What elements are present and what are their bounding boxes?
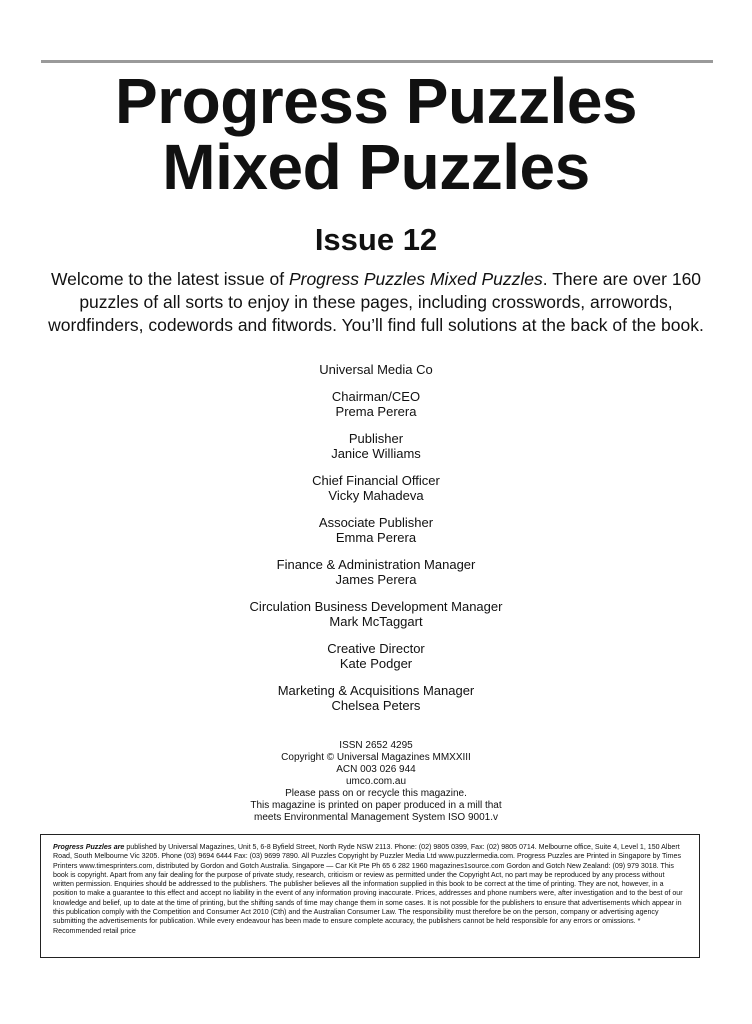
staff-name: Chelsea Peters (331, 698, 421, 713)
magazine-title (0, 65, 752, 203)
fine-print-lead: Progress Puzzles are (53, 843, 125, 851)
staff-role: Chief Financial Officer (312, 472, 440, 488)
staff-entry-marketing-manager (0, 683, 752, 714)
recycle-note: Please pass on or recycle this magazine. (285, 788, 467, 799)
paper-note-line-1: This magazine is printed on paper produced in a mill that (250, 800, 502, 811)
staff-role: Creative Director (327, 640, 425, 656)
title-line-2: Mixed Puzzles (162, 131, 590, 203)
staff-role: Marketing & Acquisitions Manager (277, 682, 475, 698)
issn: ISSN 2652 4295 (339, 740, 413, 751)
intro-after: . There are over 160 puzzles of all sorts to enjoy in these pages, including crosswords, arrowords, wordfinders, codewords and fitwords. You’ll find full solutions at the back of the book. (48, 269, 704, 335)
staff-role: Publisher (348, 430, 404, 446)
website: umco.com.au (345, 776, 407, 787)
staff-entry-finance-manager (0, 557, 752, 588)
staff-name: Mark McTaggart (329, 614, 423, 629)
staff-name: Janice Williams (331, 446, 421, 461)
title-line-1: Progress Puzzles (115, 65, 637, 137)
staff-list (0, 362, 752, 725)
intro-before: Welcome to the latest issue of (50, 269, 289, 289)
staff-entry-associate-publisher (0, 515, 752, 546)
intro-paragraph (36, 268, 716, 337)
acn: ACN 003 026 944 (336, 764, 416, 775)
staff-entry-company (0, 362, 752, 378)
staff-role: Circulation Business Development Manager (249, 598, 503, 614)
staff-name: Vicky Mahadeva (328, 488, 424, 503)
staff-entry-publisher (0, 431, 752, 462)
copyright: Copyright © Universal Magazines MMXXIII (281, 752, 471, 763)
publisher-fine-print (40, 834, 700, 958)
staff-role: Universal Media Co (319, 362, 433, 377)
staff-role: Finance & Administration Manager (276, 556, 476, 572)
staff-entry-creative-director (0, 641, 752, 672)
staff-entry-cfo (0, 473, 752, 504)
staff-name: Prema Perera (335, 404, 417, 419)
staff-role: Associate Publisher (318, 514, 434, 530)
staff-entry-circulation-manager (0, 599, 752, 630)
staff-entry-chairman (0, 389, 752, 420)
staff-role: Chairman/CEO (331, 388, 421, 404)
paper-note-line-2: meets Environmental Management System ISO 9001.v (253, 812, 498, 823)
staff-name: Emma Perera (335, 530, 417, 545)
staff-name: James Perera (335, 572, 417, 587)
staff-name: Kate Podger (339, 656, 413, 671)
intro-italic-title: Progress Puzzles Mixed Puzzles (288, 269, 543, 289)
issue-number: Issue 12 (314, 222, 438, 257)
top-rule (41, 60, 713, 63)
legal-info (0, 740, 752, 824)
fine-print-text: published by Universal Magazines, Unit 5, 6-8 Byfield Street, North Ryde NSW 2113. Phone: (02) 9805 0399, Fax: (02) 9805 0714. Melbourne office, Suite 4, Level 1, 150 Albert Road, South Melbourne Vic 3205. Phone (03) 9694 6444 Fax: (03) 9699 7890. All Puzzles Copyright by Puzzler Media Ltd www.puzzlermedia.com. Progress Puzzles are Printed in Singapore by Times Printers www.timesprinters.com, distributed by Gordon and Gotch Australia. Singapore — Car Kit Pte Ph 65 6 282 1960 magazines1source.com Gordon and Gotch New Zealand: (09) 979 3018. This book is copyright. Apart from any fair dealing for the purpose of private study, research, criticism or review as permitted under the Copyright Act, no part may be reproduced by any process without written permission. Enquiries should be addressed to the publishers. The publisher believes all the information supplied in this book to be correct at the time of printing. They are not, however, in a position to make a guarantee to this effect and accept no liability in the event of any information proving inaccurate. Prices, addresses and phone numbers were, after investigation and to the best of our knowledge and belief, up to date at the time of printing, but the shifting sands of time may change them in some cases. It is not possible for the publishers to ensure that advertisements which appear in this publication comply with the Competition and Consumer Act 2010 (Cth) and the Australian Consumer Law. The responsibility must therefore be on the person, company or advertising agency submitting the advertisements for publication. While every endeavour has been made to ensure complete accuracy, the publishers cannot be held responsible for any errors or omissions. * Recommended retail price (53, 843, 683, 935)
